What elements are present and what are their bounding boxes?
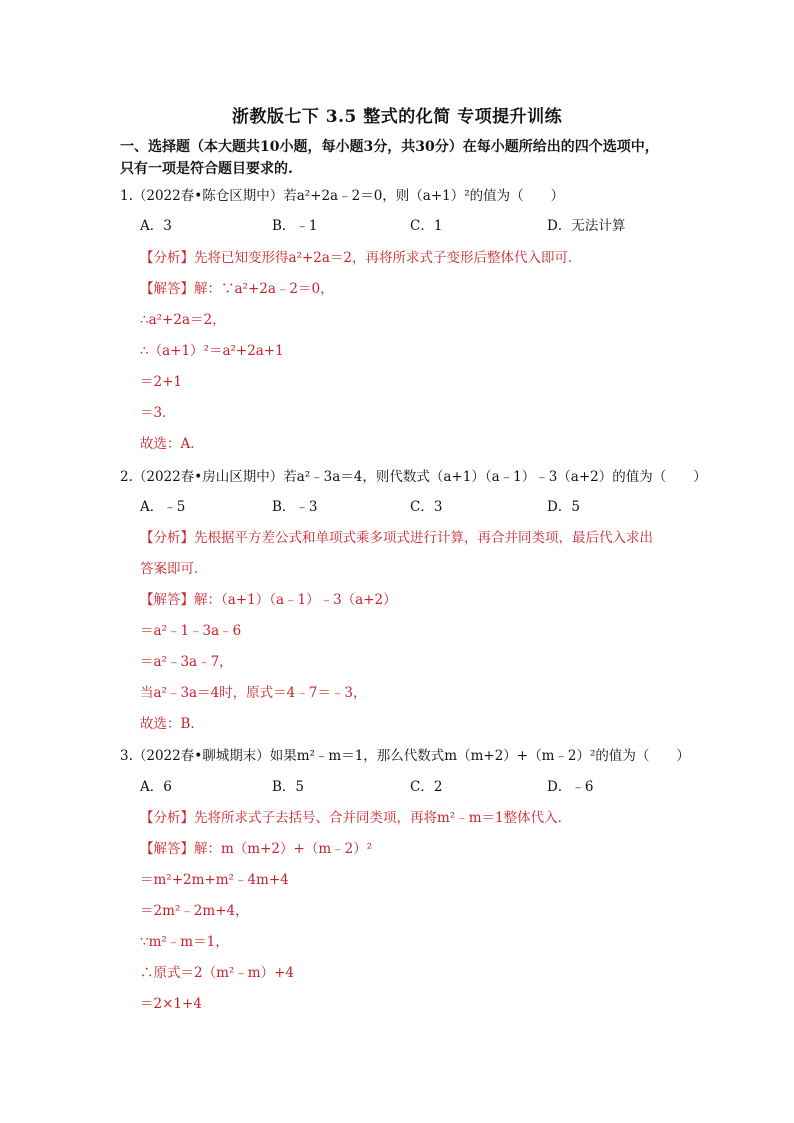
- analysis-text: 先根据平方差公式和单项式乘多项式进行计算，再合并同类项，最后代入求出: [194, 530, 653, 546]
- q3-solution-step: ＝2m²﹣2m+4，: [140, 903, 249, 919]
- q2-option-a: A．﹣5: [140, 499, 186, 515]
- q2-option-d: D．5: [547, 499, 580, 515]
- q2-solution: [140, 590, 397, 610]
- question-1-stem: 1.（2022春•陈仓区期中）若a²+2a﹣2＝0，则（a+1）²的值为（ ）: [120, 188, 565, 204]
- analysis-tag: 【分析】: [140, 530, 194, 546]
- q1-option-b: B．﹣1: [272, 218, 318, 234]
- page-title: 浙教版七下 3.5 整式的化简 专项提升训练: [231, 107, 563, 127]
- q3-option-a: A．6: [140, 779, 172, 795]
- q1-solution-step: ＝3．: [140, 405, 176, 421]
- analysis-tag: 【分析】: [140, 810, 194, 826]
- question-3-stem: 3.（2022春•聊城期末）如果m²﹣m＝1，那么代数式m（m+2）+（m﹣2）²的值为（ ）: [120, 748, 690, 764]
- section-heading-line-2: 只有一项是符合题目要求的.: [120, 161, 293, 177]
- q1-solution-step: ∴a²+2a＝2，: [140, 312, 226, 328]
- q1-solution-step: ∴（a+1）²＝a²+2a+1: [140, 343, 284, 359]
- q3-option-c: C．2: [410, 779, 443, 795]
- q2-solution-step: ＝a²﹣3a﹣7，: [140, 654, 233, 670]
- analysis-tag: 【分析】: [140, 250, 194, 266]
- q2-solution-step: 当a²﹣3a＝4时，原式＝4﹣7＝﹣3，: [140, 685, 367, 701]
- section-heading-line-1: 一、选择题（本大题共10小题，每小题3分，共30分）在每小题所给出的四个选项中，: [120, 139, 659, 155]
- question-2-stem: 2.（2022春•房山区期中）若a²﹣3a＝4，则代数式（a+1）（a﹣1）﹣3（a+2）的值为（ ）: [120, 469, 707, 485]
- q1-option-d: D．无法计算: [547, 218, 626, 234]
- analysis-text: 先将所求式子去括号、合并同类项，再将m²﹣m＝1整体代入．: [194, 810, 572, 826]
- q2-analysis-continued: 答案即可．: [140, 561, 208, 577]
- q3-option-d: D．﹣6: [547, 779, 594, 795]
- solution-tag: 【解答】: [140, 841, 194, 857]
- analysis-text: 先将已知变形得a²+2a＝2，再将所求式子变形后整体代入即可．: [194, 250, 582, 266]
- solution-first-line: 解：（a+1）（a﹣1）﹣3（a+2）: [194, 592, 397, 608]
- q1-answer: 故选：A．: [140, 436, 204, 452]
- solution-first-line: 解：∵a²+2a﹣2＝0，: [194, 281, 334, 297]
- q2-option-b: B．﹣3: [272, 499, 318, 515]
- solution-tag: 【解答】: [140, 592, 194, 608]
- q1-option-c: C．1: [410, 218, 443, 234]
- q3-solution: [140, 839, 372, 859]
- q3-solution-step: ∵m²﹣m＝1，: [140, 934, 229, 950]
- q3-option-b: B．5: [272, 779, 305, 795]
- q3-solution-step: ＝m²+2m+m²﹣4m+4: [140, 872, 289, 888]
- solution-tag: 【解答】: [140, 281, 194, 297]
- q3-solution-step: ＝2×1+4: [140, 996, 202, 1012]
- q2-answer: 故选：B．: [140, 716, 204, 732]
- q2-analysis: [140, 528, 653, 548]
- q2-option-c: C．3: [410, 499, 443, 515]
- q1-option-a: A．3: [140, 218, 172, 234]
- q1-analysis: [140, 248, 582, 268]
- q3-solution-step: ∴原式＝2（m²﹣m）+4: [140, 965, 295, 981]
- q3-analysis: [140, 808, 571, 828]
- q2-solution-step: ＝a²﹣1﹣3a﹣6: [140, 623, 242, 639]
- q1-solution: [140, 279, 334, 299]
- solution-first-line: 解：m（m+2）+（m﹣2）²: [194, 841, 373, 857]
- q1-solution-step: ＝2+1: [140, 374, 182, 390]
